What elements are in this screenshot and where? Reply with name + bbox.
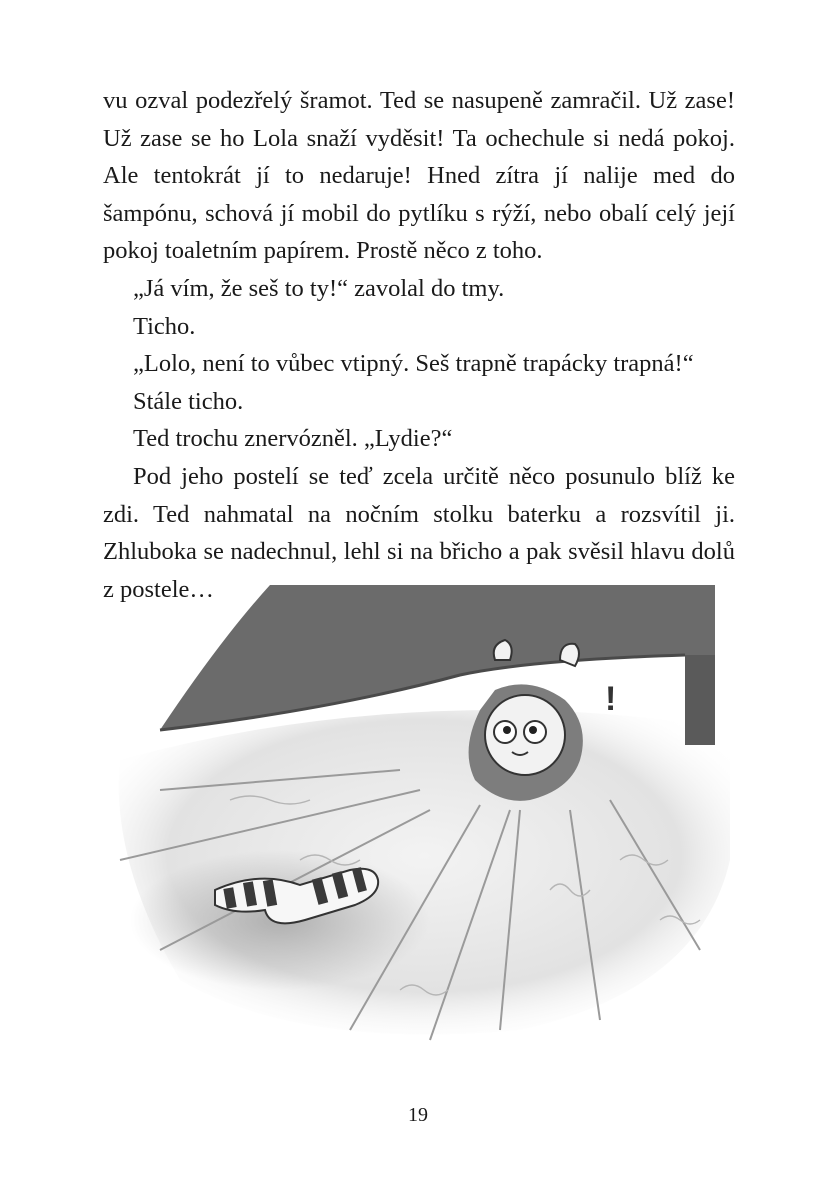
under-bed-illustration (100, 560, 740, 1060)
paragraph-1: vu ozval podezřelý šramot. Ted se nasupeně zamračil. Už zase! Už zase se ho Lola snaží vyděsit! Ta ochechule si nedá pokoj. Ale tentokrát jí to nedaruje! Hned zítra jí nalije med do šampónu, schová jí mobil do pytlíku s rýží, nebo obalí celý její pokoj toaletním papírem. Prostě něco z toho. (103, 87, 735, 265)
page-number: 19 (408, 1104, 428, 1126)
paragraph-3: Ticho. (133, 312, 196, 340)
paragraph-7: Pod jeho postelí se teď zcela určitě něco posunulo blíž ke zdi. Ted nahmatal na nočním stolku baterku a rozsvítil ji. Zhluboka se nadechnul, lehl si na břicho a pak svěsil hlavu dolů z postele… (103, 462, 735, 603)
exclamation-mark: ! (605, 680, 617, 718)
paragraph-5: Stále ticho. (133, 387, 244, 415)
paragraph-6: Ted trochu znervózněl. „Lydie?“ (133, 425, 453, 453)
floor (119, 710, 730, 1040)
paragraph-2: „Já vím, že seš to ty!“ zavolal do tmy. (133, 274, 505, 302)
paragraph-4: „Lolo, není to vůbec vtipný. Seš trapně trapácky trapná!“ (133, 350, 694, 378)
story-text (103, 82, 735, 608)
